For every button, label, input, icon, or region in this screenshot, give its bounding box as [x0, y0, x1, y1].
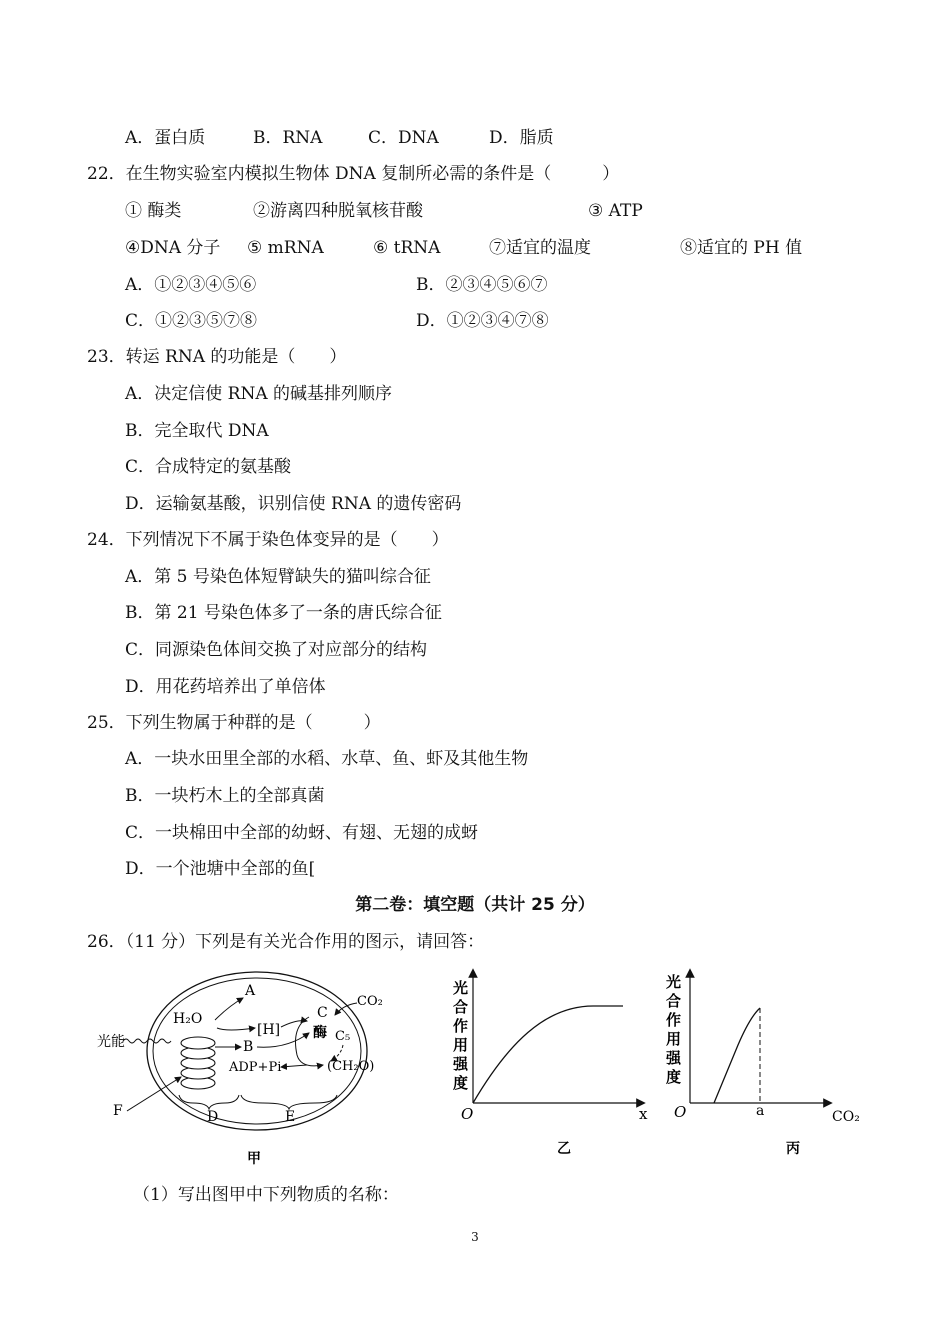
bing-xmark: a [756, 1103, 765, 1119]
caption-jia: 甲 [247, 1151, 261, 1167]
q22-item-1: ① 酶类 [125, 201, 182, 221]
q22-item-8: ⑧适宜的 PH 值 [680, 238, 803, 258]
q23-option-c: C．合成特定的氨基酸 [125, 457, 292, 477]
q24-option-c: C．同源染色体间交换了对应部分的结构 [125, 640, 428, 660]
bing-xlabel: CO₂ [832, 1109, 860, 1125]
yi-ylabel [452, 979, 469, 1092]
label-a: A [245, 983, 256, 999]
q22-item-6: ⑥ tRNA [373, 238, 441, 258]
q24-option-b: B．第 21 号染色体多了一条的唐氏综合征 [125, 603, 442, 623]
caption-yi: 乙 [557, 1141, 571, 1157]
q22-option-c: C．①②③⑤⑦⑧ [125, 311, 258, 331]
figure-jia [95, 965, 395, 1170]
chloroplast-outer [147, 972, 367, 1130]
label-e: E [285, 1109, 296, 1125]
q25-option-c: C．一块棉田中全部的幼蚜、有翅、无翅的成蚜 [125, 823, 479, 843]
label-co2: CO₂ [357, 994, 383, 1009]
page-number: 3 [471, 1230, 479, 1244]
q21-option-a: A．蛋白质 [125, 128, 206, 148]
q23-option-b: B．完全取代 DNA [125, 421, 269, 441]
figure-yi [445, 965, 660, 1170]
label-h2o: H₂O [173, 1011, 203, 1027]
bing-curve [714, 1008, 760, 1103]
q22-item-3: ③ ATP [588, 201, 643, 221]
q25-stem: 25．下列生物属于种群的是（ ） [87, 713, 381, 733]
figure-bing [660, 965, 865, 1170]
q22-item-7: ⑦适宜的温度 [489, 238, 591, 258]
q26-stem: 26．（11 分）下列是有关光合作用的图示，请回答： [87, 932, 485, 952]
label-light: 光能 [97, 1034, 125, 1050]
q23-stem: 23．转运 RNA 的功能是（ ） [87, 347, 347, 367]
bing-ylabel [665, 973, 682, 1086]
q24-stem: 24．下列情况下不属于染色体变异的是（ ） [87, 530, 449, 550]
q24-option-d: D．用花药培养出了单倍体 [125, 677, 326, 697]
label-b: B [243, 1039, 254, 1055]
q25-option-a: A．一块水田里全部的水稻、水草、鱼、虾及其他生物 [125, 749, 529, 769]
q23-option-d: D．运输氨基酸，识别信使 RNA 的遗传密码 [125, 494, 462, 514]
q21-option-b: B．RNA [253, 128, 323, 148]
label-f: F [113, 1103, 123, 1119]
yi-curve [473, 1006, 623, 1103]
q22-item-2: ②游离四种脱氧核苷酸 [253, 201, 423, 221]
q23-option-a: A．决定信使 RNA 的碱基排列顺序 [125, 384, 393, 404]
q24-option-a: A．第 5 号染色体短臂缺失的猫叫综合征 [125, 567, 431, 587]
label-h: [H] [257, 1022, 281, 1038]
q25-option-b: B．一块朽木上的全部真菌 [125, 786, 325, 806]
q26-sub1: （1）写出图甲中下列物质的名称： [133, 1185, 399, 1205]
q22-stem: 22．在生物实验室内模拟生物体 DNA 复制所必需的条件是（ ） [87, 164, 620, 184]
label-c5: C₅ [335, 1029, 351, 1044]
label-ch2o: (CH₂O) [327, 1059, 375, 1074]
grana-stack [181, 1037, 215, 1089]
label-d: D [207, 1109, 219, 1125]
q22-option-d: D．①②③④⑦⑧ [416, 311, 549, 331]
q25-option-d: D．一个池塘中全部的鱼[ [125, 859, 316, 879]
yi-origin: O [461, 1105, 474, 1123]
bing-origin: O [674, 1103, 687, 1121]
q22-option-b: B．②③④⑤⑥⑦ [416, 275, 548, 295]
section-title: 第二卷：填空题（共计 25 分） [355, 895, 595, 915]
label-enzyme: 酶 [313, 1025, 327, 1041]
q22-option-a: A．①②③④⑤⑥ [125, 275, 257, 295]
yi-xlabel: x [639, 1105, 648, 1123]
svg-text:光合作用强度: 光合作用强度 [453, 979, 469, 1092]
q22-item-4: ④DNA 分子 [125, 238, 221, 258]
q21-option-d: D．脂质 [489, 128, 554, 148]
label-adp: ADP+Pi [229, 1060, 282, 1075]
q22-item-5: ⑤ mRNA [247, 238, 324, 258]
caption-bing: 丙 [786, 1141, 800, 1157]
q21-option-c: C．DNA [368, 128, 439, 148]
label-c: C [317, 1005, 328, 1021]
svg-text:光合作用强度: 光合作用强度 [666, 973, 682, 1086]
